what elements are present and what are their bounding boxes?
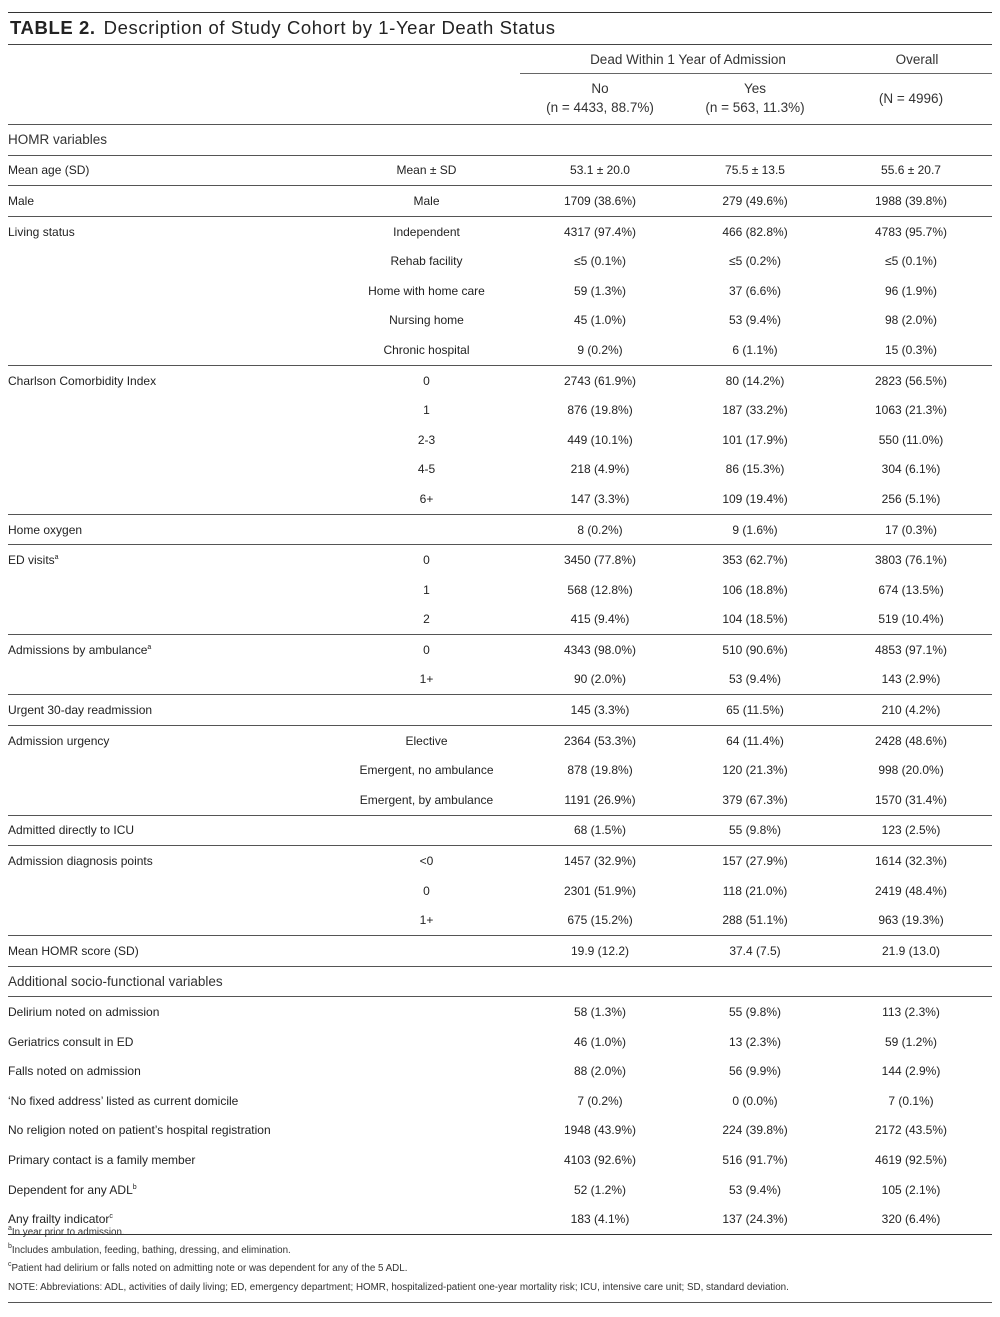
footnote-c: $^c$Patient had delirium or falls noted on admitting note or was dependent for any of the 5 ADL. [8, 1261, 408, 1274]
variable-cell: Falls noted on admission [8, 1064, 141, 1079]
level-cell: Rehab facility [390, 254, 463, 269]
no-cell: 9 (0.2%) [577, 342, 623, 357]
no-cell: 675 (15.2%) [567, 913, 633, 928]
yes-cell: 353 (62.7%) [680, 545, 830, 575]
yes-cell: 37.4 (7.5) [680, 936, 830, 967]
level-cell [333, 1056, 520, 1086]
yes-cell: 86 (15.3%) [725, 462, 785, 477]
overall-cell: 144 (2.9%) [881, 1064, 941, 1079]
overall-cell: 1570 (31.4%) [874, 792, 948, 807]
no-cell: 4317 (97.4%) [520, 216, 680, 246]
yes-cell: 224 (39.8%) [722, 1123, 788, 1138]
table-row [8, 306, 992, 336]
no-cell: 52 (1.2%) [573, 1182, 627, 1197]
no-cell: 218 (4.9%) [570, 462, 630, 477]
no-cell: 88 (2.0%) [573, 1064, 627, 1079]
variable-cell: Dependent for any ADL$^b$ [8, 1182, 137, 1197]
level-cell [333, 1027, 520, 1057]
no-cell: 19.9 (12.2) [520, 936, 680, 967]
yes-cell: 101 (17.9%) [722, 432, 788, 447]
overall-cell: 304 (6.1%) [881, 462, 941, 477]
no-cell: 878 (19.8%) [567, 763, 633, 778]
yes-cell: 53 (9.4%) [728, 313, 782, 328]
variable-cell: Admission urgency [8, 725, 333, 755]
yes-cell: 6 (1.1%) [732, 342, 778, 357]
no-cell: 4343 (98.0%) [520, 635, 680, 665]
table-row [8, 575, 992, 605]
variable-cell [8, 484, 333, 514]
overall-cell: 55.6 ± 20.7 [830, 155, 992, 186]
variable-cell: No religion noted on patient’s hospital registration [8, 1123, 271, 1138]
table-row [8, 1027, 992, 1057]
table-row [8, 545, 992, 575]
no-cell: 53.1 ± 20.0 [520, 155, 680, 186]
yes-cell: 75.5 ± 13.5 [680, 155, 830, 186]
no-cell: 8 (0.2%) [520, 514, 680, 545]
level-cell: Independent [333, 216, 520, 246]
level-cell: 6+ [419, 491, 434, 506]
level-cell: 2-3 [417, 432, 436, 447]
overall-cell: 15 (0.3%) [884, 342, 938, 357]
variable-cell [8, 755, 333, 785]
level-cell [333, 936, 520, 967]
level-cell: 1+ [419, 672, 434, 687]
variable-cell [8, 876, 333, 906]
no-cell: 2364 (53.3%) [520, 725, 680, 755]
variable-cell: Admitted directly to ICU [8, 815, 333, 846]
variable-cell [8, 665, 333, 695]
level-cell: 4-5 [417, 462, 436, 477]
yes-cell: 516 (91.7%) [722, 1152, 788, 1167]
no-cell: 1709 (38.6%) [520, 186, 680, 217]
overall-cell: ≤5 (0.1%) [885, 254, 937, 269]
overall-cell: 96 (1.9%) [884, 283, 938, 298]
yes-cell: 53 (9.4%) [728, 1182, 782, 1197]
no-cell: 2301 (51.9%) [563, 883, 637, 898]
variable-cell: Any frailty indicator$^c$ [8, 1204, 333, 1234]
overall-cell: 113 (2.3%) [830, 997, 992, 1027]
footnote-marker: a [54, 554, 59, 562]
no-cell: 183 (4.1%) [520, 1204, 680, 1234]
variable-cell: Admission diagnosis points [8, 846, 333, 876]
yes-cell: 120 (21.3%) [722, 763, 788, 778]
level-cell [333, 695, 520, 726]
yes-cell: 55 (9.8%) [680, 815, 830, 846]
yes-cell: 37 (6.6%) [728, 283, 782, 298]
no-cell: 59 (1.3%) [573, 283, 627, 298]
yes-cell: 279 (49.6%) [680, 186, 830, 217]
overall-cell: 4619 (92.5%) [874, 1152, 948, 1167]
overall-cell: 1063 (21.3%) [874, 403, 948, 418]
header-no-n: (n = 4433, 88.7%) [546, 100, 654, 115]
overall-cell: 256 (5.1%) [881, 491, 941, 506]
yes-cell: 65 (11.5%) [680, 695, 830, 726]
section-header-row [8, 966, 992, 997]
no-cell: 90 (2.0%) [573, 672, 627, 687]
variable-cell: ‘No fixed address’ listed as current domicile [8, 1093, 239, 1108]
no-cell: 7 (0.2%) [577, 1093, 623, 1108]
yes-cell: 109 (19.4%) [722, 491, 788, 506]
variable-cell: Mean HOMR score (SD) [8, 936, 333, 967]
variable-cell: Male [8, 186, 333, 217]
variable-cell [8, 246, 333, 276]
no-cell: ≤5 (0.1%) [574, 254, 626, 269]
variable-cell [8, 306, 333, 336]
variable-cell: Geriatrics consult in ED [8, 1034, 134, 1049]
table-row [8, 695, 992, 726]
yes-cell: 118 (21.0%) [722, 883, 788, 898]
level-cell [333, 1145, 520, 1175]
table-row [8, 755, 992, 785]
overall-cell: 17 (0.3%) [830, 514, 992, 545]
variable-cell: ED visits$^a$ [8, 545, 333, 575]
table-row [8, 1056, 992, 1086]
level-cell [333, 1116, 520, 1146]
overall-cell: 998 (20.0%) [878, 763, 944, 778]
no-cell [520, 125, 680, 156]
header-overall-n: (N = 4996) [878, 91, 944, 106]
level-cell [333, 815, 520, 846]
variable-cell: Additional socio-functional variables [8, 966, 333, 997]
overall-cell: 3803 (76.1%) [830, 545, 992, 575]
no-cell: 2743 (61.9%) [520, 365, 680, 395]
table-row [8, 1175, 992, 1205]
level-cell: Emergent, no ambulance [359, 763, 494, 778]
yes-cell: 55 (9.8%) [680, 997, 830, 1027]
table-row [8, 665, 992, 695]
bottom-rule [8, 1302, 992, 1303]
overall-cell: 2428 (48.6%) [830, 725, 992, 755]
header-yes-n: (n = 563, 11.3%) [705, 100, 805, 115]
yes-cell: 53 (9.4%) [728, 672, 782, 687]
no-cell: 568 (12.8%) [567, 582, 633, 597]
level-cell: 0 [333, 635, 520, 665]
level-cell [333, 1204, 520, 1234]
variable-cell [8, 905, 333, 935]
overall-cell: 2823 (56.5%) [830, 365, 992, 395]
level-cell [333, 1086, 520, 1116]
table-row [8, 186, 992, 217]
yes-cell: 157 (27.9%) [680, 846, 830, 876]
level-cell [333, 966, 520, 997]
variable-cell [8, 575, 333, 605]
overall-cell: 210 (4.2%) [830, 695, 992, 726]
overall-cell: 1988 (39.8%) [830, 186, 992, 217]
yes-cell: 9 (1.6%) [680, 514, 830, 545]
yes-cell: 64 (11.4%) [680, 725, 830, 755]
no-cell: 876 (19.8%) [567, 403, 633, 418]
variable-cell [8, 335, 333, 365]
variable-cell [8, 785, 333, 815]
overall-cell: 21.9 (13.0) [830, 936, 992, 967]
overall-cell: 963 (19.3%) [878, 913, 944, 928]
no-cell: 449 (10.1%) [567, 432, 633, 447]
level-cell: Home with home care [368, 283, 485, 298]
header-no: No [591, 81, 609, 96]
level-cell [333, 1175, 520, 1205]
no-cell: 68 (1.5%) [520, 815, 680, 846]
level-cell: 1 [423, 582, 430, 597]
yes-cell: 56 (9.9%) [728, 1064, 782, 1079]
no-cell: 4103 (92.6%) [563, 1152, 637, 1167]
overall-cell: 2419 (48.4%) [874, 883, 948, 898]
overall-cell [830, 966, 992, 997]
variable-cell: Primary contact is a family member [8, 1152, 196, 1167]
yes-cell: 13 (2.3%) [728, 1034, 782, 1049]
variable-cell: Delirium noted on admission [8, 997, 333, 1027]
overall-cell: 674 (13.5%) [878, 582, 944, 597]
table-row [8, 484, 992, 514]
no-cell: 1457 (32.9%) [520, 846, 680, 876]
no-cell: 45 (1.0%) [573, 313, 627, 328]
yes-cell: 0 (0.0%) [732, 1093, 778, 1108]
no-cell: 415 (9.4%) [570, 612, 630, 627]
table-row [8, 997, 992, 1027]
overall-cell: 105 (2.1%) [881, 1182, 941, 1197]
no-cell: 58 (1.3%) [520, 997, 680, 1027]
table-row [8, 815, 992, 846]
footnote-marker: a [147, 643, 152, 651]
yes-cell: 187 (33.2%) [722, 403, 788, 418]
overall-cell: 4853 (97.1%) [830, 635, 992, 665]
level-cell: Emergent, by ambulance [359, 792, 494, 807]
cohort-table [8, 124, 992, 1235]
yes-cell: 288 (51.1%) [722, 913, 788, 928]
level-cell: 2 [423, 612, 430, 627]
overall-cell: 98 (2.0%) [884, 313, 938, 328]
table-row [8, 605, 992, 635]
table-row [8, 216, 992, 246]
level-cell: 0 [333, 545, 520, 575]
no-cell: 147 (3.3%) [570, 491, 630, 506]
table-row [8, 725, 992, 755]
overall-cell: 4783 (95.7%) [830, 216, 992, 246]
table-row [8, 246, 992, 276]
header-spanner-rule [520, 73, 992, 74]
table-row [8, 335, 992, 365]
variable-cell [8, 276, 333, 306]
section-header-row [8, 125, 992, 156]
variable-cell [8, 605, 333, 635]
overall-cell: 123 (2.5%) [830, 815, 992, 846]
yes-cell: 104 (18.5%) [722, 612, 788, 627]
table-title [10, 17, 556, 39]
no-cell: 1948 (43.9%) [563, 1123, 637, 1138]
footnote-note: NOTE: Abbreviations: ADL, activities of daily living; ED, emergency department; HOMR, hospitalized-patient one-year mortality risk; ICU, intensive care unit; SD, standard deviation. [8, 1282, 789, 1293]
title-rule [8, 44, 992, 45]
header-group-dead-within-1-year: Dead Within 1 Year of Admission [590, 52, 786, 67]
table-label: TABLE 2. [10, 17, 96, 38]
footnote-a: $^a$In year prior to admission. [8, 1225, 125, 1238]
overall-cell: 320 (6.4%) [830, 1204, 992, 1234]
no-cell: 46 (1.0%) [573, 1034, 627, 1049]
variable-cell: Charlson Comorbidity Index [8, 365, 333, 395]
variable-cell: HOMR variables [8, 125, 333, 156]
level-cell: 1 [423, 403, 430, 418]
overall-cell: 1614 (32.3%) [830, 846, 992, 876]
variable-cell: Living status [8, 216, 333, 246]
yes-cell: 379 (67.3%) [722, 792, 788, 807]
table-row [8, 1086, 992, 1116]
yes-cell [680, 125, 830, 156]
variable-cell: Admissions by ambulance$^a$ [8, 635, 333, 665]
footnote-marker: b [132, 1183, 137, 1191]
yes-cell: 466 (82.8%) [680, 216, 830, 246]
overall-cell: 59 (1.2%) [884, 1034, 938, 1049]
overall-cell: 550 (11.0%) [878, 432, 944, 447]
variable-cell: Urgent 30-day readmission [8, 695, 333, 726]
table-row [8, 425, 992, 455]
no-cell: 3450 (77.8%) [520, 545, 680, 575]
header-overall: Overall [895, 52, 939, 67]
level-cell: Male [333, 186, 520, 217]
overall-cell: 143 (2.9%) [881, 672, 941, 687]
table-row [8, 905, 992, 935]
level-cell [333, 125, 520, 156]
level-cell [333, 514, 520, 545]
level-cell: <0 [333, 846, 520, 876]
no-cell: 1191 (26.9%) [564, 792, 636, 807]
overall-cell [830, 125, 992, 156]
yes-cell: 80 (14.2%) [680, 365, 830, 395]
overall-cell: 2172 (43.5%) [874, 1123, 948, 1138]
footnote-marker: c [109, 1213, 113, 1221]
table-row [8, 1116, 992, 1146]
table-row [8, 785, 992, 815]
level-cell: Chronic hospital [383, 342, 470, 357]
variable-cell: Home oxygen [8, 514, 333, 545]
no-cell [520, 966, 680, 997]
no-cell: 145 (3.3%) [520, 695, 680, 726]
footnote-b: $^b$Includes ambulation, feeding, bathing, dressing, and elimination. [8, 1243, 291, 1256]
variable-cell: Mean age (SD) [8, 155, 333, 186]
table-row [8, 635, 992, 665]
table-row [8, 1204, 992, 1234]
variable-cell [8, 395, 333, 425]
header-yes: Yes [743, 81, 767, 96]
level-cell: 1+ [419, 913, 434, 928]
table-caption: Description of Study Cohort by 1-Year Death Status [103, 17, 556, 38]
yes-cell: ≤5 (0.2%) [729, 254, 781, 269]
yes-cell: 106 (18.8%) [722, 582, 788, 597]
level-cell: 0 [423, 883, 430, 898]
level-cell: 0 [333, 365, 520, 395]
overall-cell: 519 (10.4%) [878, 612, 944, 627]
level-cell: Elective [333, 725, 520, 755]
table-row [8, 876, 992, 906]
table-row [8, 276, 992, 306]
table-row [8, 155, 992, 186]
level-cell [333, 997, 520, 1027]
table-row [8, 514, 992, 545]
level-cell: Mean ± SD [333, 155, 520, 186]
table-row [8, 365, 992, 395]
table-row [8, 936, 992, 967]
yes-cell: 510 (90.6%) [680, 635, 830, 665]
yes-cell [680, 966, 830, 997]
table-row [8, 846, 992, 876]
overall-cell: 7 (0.1%) [888, 1093, 934, 1108]
top-rule [8, 12, 992, 13]
variable-cell [8, 425, 333, 455]
table-row [8, 455, 992, 485]
table-row [8, 1145, 992, 1175]
yes-cell: 137 (24.3%) [680, 1204, 830, 1234]
table-row [8, 395, 992, 425]
level-cell: Nursing home [389, 313, 464, 328]
variable-cell [8, 455, 333, 485]
